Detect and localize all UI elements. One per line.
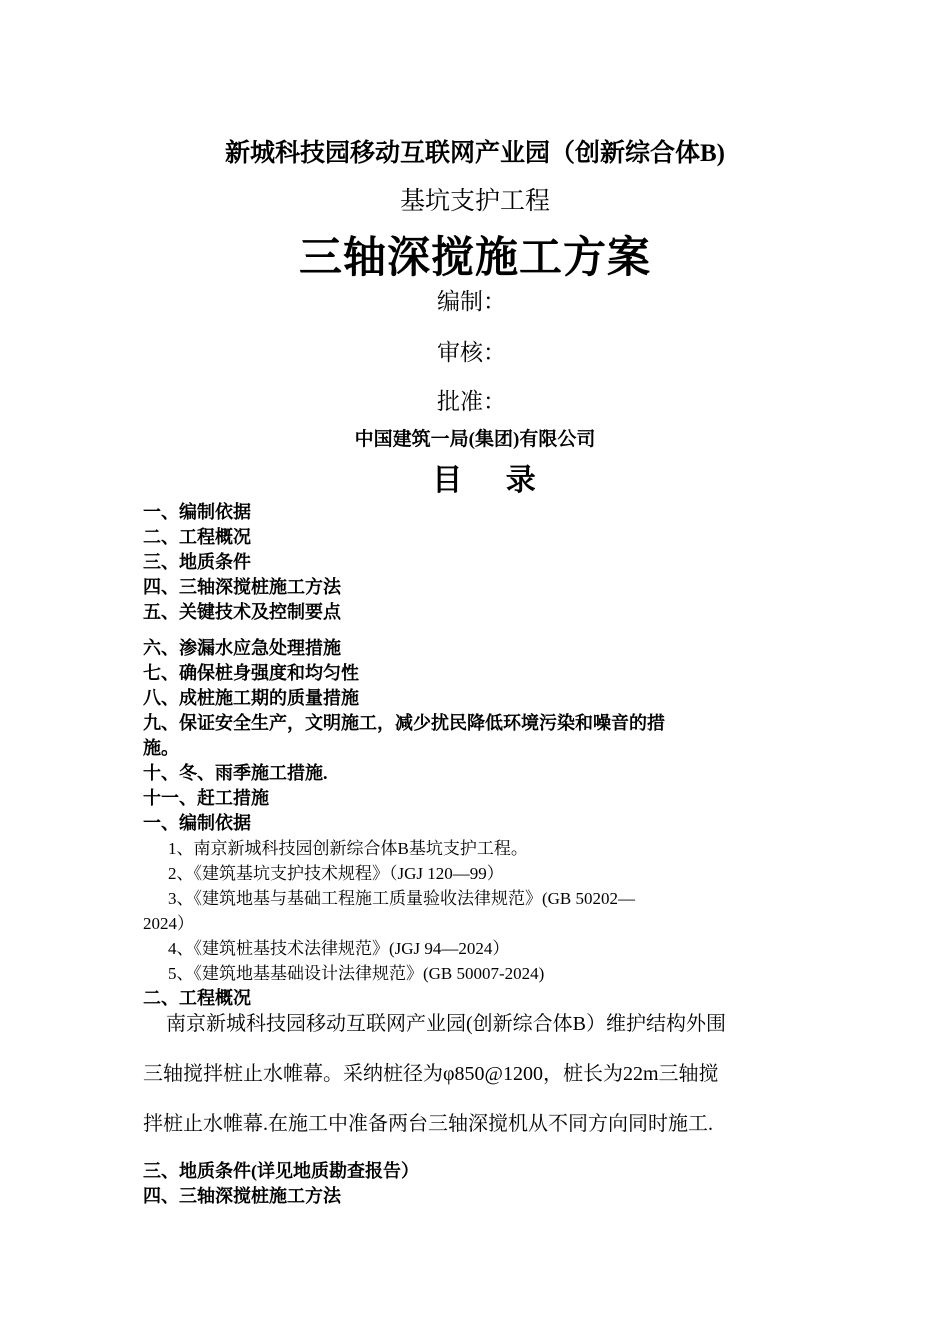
toc-item: 八、成桩施工期的质量措施 (143, 688, 359, 708)
reference-item: 1、南京新城科技园创新综合体B基坑支护工程。 (168, 839, 528, 858)
company-name: 中国建筑一局(集团)有限公司 (354, 429, 596, 450)
project-title: 新城科技园移动互联网产业园（创新综合体B) (224, 140, 725, 167)
toc-item: 五、关键技术及控制要点 (143, 602, 341, 622)
reference-item: 5、《建筑地基基础设计法律规范》(GB 50007-2024) (168, 964, 545, 983)
toc-title: 目 录 (432, 464, 554, 497)
reference-item: 4、《建筑桩基技术法律规范》(JGJ 94—2024） (168, 939, 510, 958)
toc-item: 二、工程概况 (143, 527, 251, 547)
overview-paragraph-line: 三轴搅拌桩止水帷幕。采纳桩径为φ850@1200，桩长为22m三轴搅 (143, 1063, 719, 1085)
section-heading-geology: 三、地质条件(详见地质勘查报告） (143, 1161, 419, 1181)
overview-paragraph-line: 南京新城科技园移动互联网产业园(创新综合体B）维护结构外围 (166, 1013, 726, 1035)
toc-item: 六、渗漏水应急处理措施 (143, 638, 341, 658)
toc-item: 七、确保桩身强度和均匀性 (143, 663, 359, 683)
reference-item: 2、《建筑基坑支护技术规程》（JGJ 120—99） (168, 864, 504, 883)
signature-reviewed-by: 审核： (437, 340, 506, 365)
toc-item: 三、地质条件 (143, 552, 251, 572)
toc-item-continued: 施。 (143, 738, 179, 758)
toc-item: 一、编制依据 (143, 502, 251, 522)
toc-item: 九、保证安全生产，文明施工，减少扰民降低环境污染和噪音的措 (143, 713, 665, 733)
overview-paragraph-line: 拌桩止水帷幕.在施工中准备两台三轴深搅机从不同方向同时施工. (143, 1113, 713, 1135)
project-subtitle: 基坑支护工程 (399, 188, 550, 215)
toc-item: 十、冬、雨季施工措施. (143, 763, 328, 783)
section-heading-overview: 二、工程概况 (143, 988, 251, 1008)
section-heading-basis: 一、编制依据 (143, 813, 251, 833)
reference-item-continued: 2024） (143, 914, 194, 933)
section-heading-method: 四、三轴深搅桩施工方法 (143, 1186, 341, 1206)
signature-compiled-by: 编制： (437, 289, 506, 314)
reference-item: 3、《建筑地基与基础工程施工质量验收法律规范》(GB 50202— (168, 889, 636, 908)
toc-item: 四、三轴深搅桩施工方法 (143, 577, 341, 597)
document-title: 三轴深搅施工方案 (299, 233, 651, 283)
signature-approved-by: 批准： (437, 389, 506, 414)
toc-item: 十一、赶工措施 (143, 788, 269, 808)
